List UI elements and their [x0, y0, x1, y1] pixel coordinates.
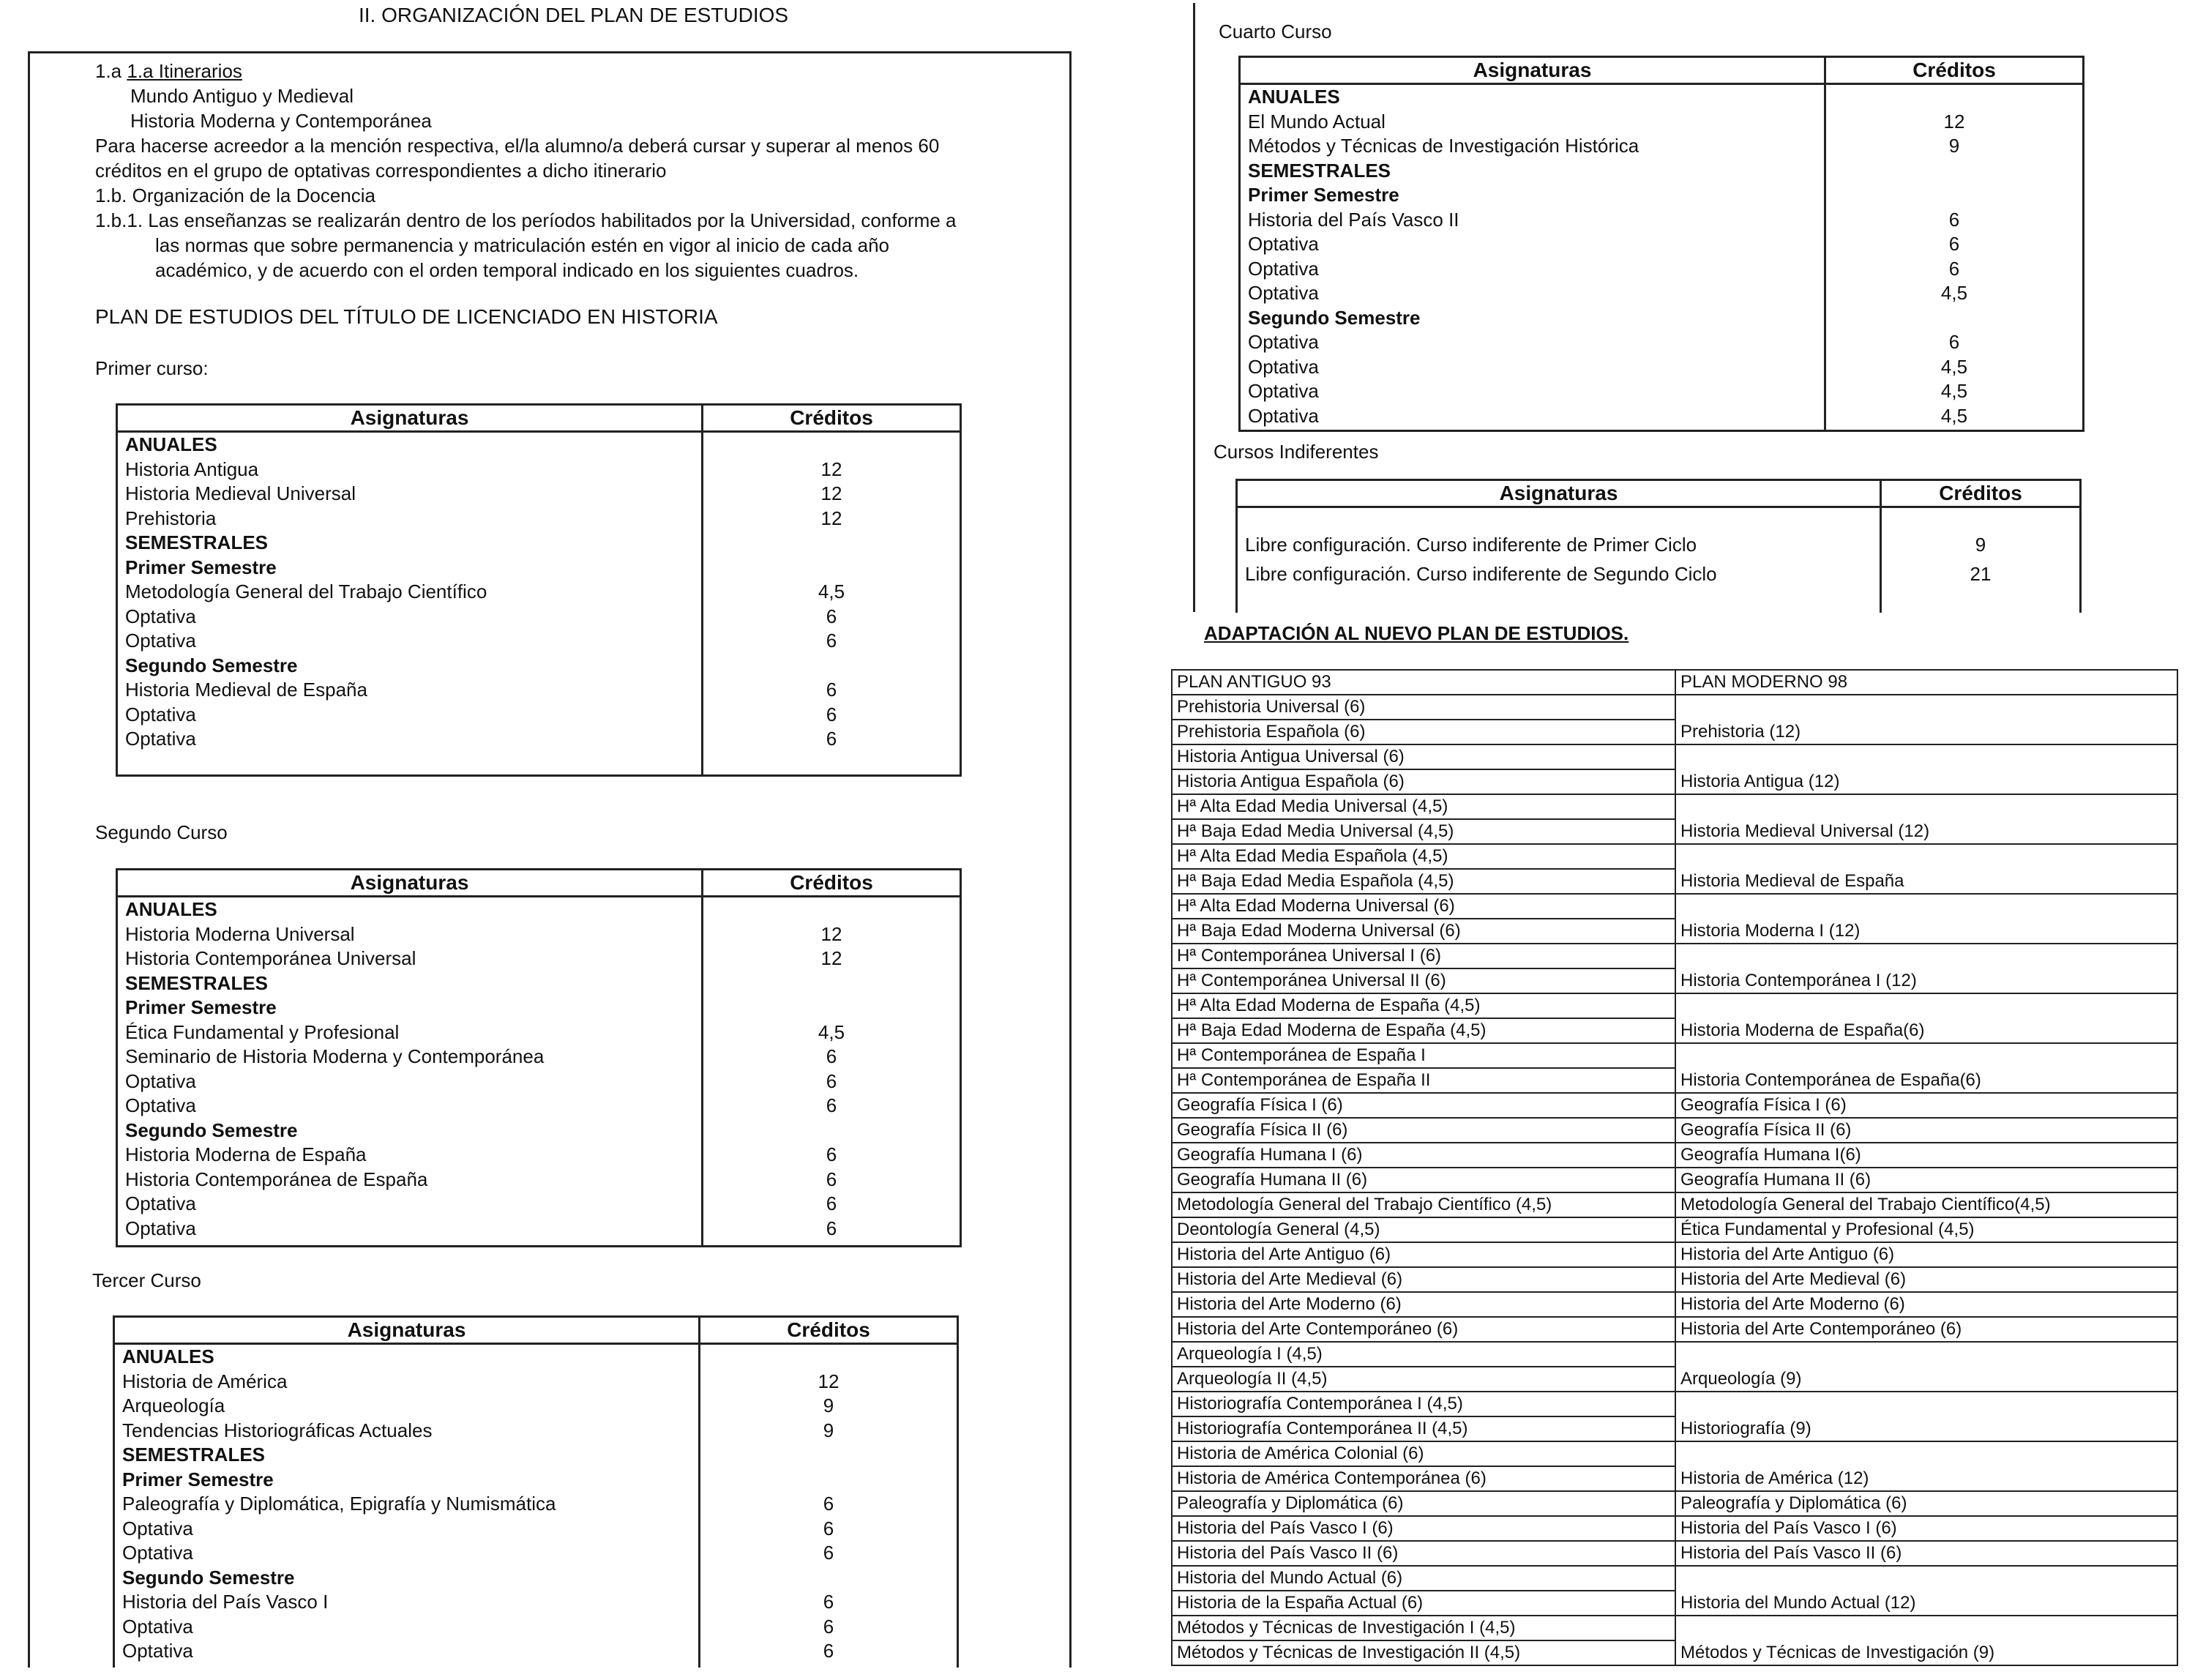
new-subject-cell: Historia Contemporánea de España(6) [1675, 1043, 2177, 1093]
subject-cell: Historia Medieval de España [125, 679, 367, 701]
table-row [1172, 1516, 2177, 1541]
subject-cell: Libre configuración. Curso indiferente de Segundo Ciclo [1245, 563, 1717, 585]
credits-cell: 12 [820, 458, 842, 480]
section-label: ANUALES [125, 898, 217, 920]
credits-cell [700, 1468, 957, 1493]
old-subject-cell: Historia del País Vasco II (6) [1172, 1541, 1675, 1566]
new-subject-cell: Historia Antigua (12) [1675, 744, 2177, 794]
credits-cell: 9 [1948, 135, 1960, 157]
credits-cell: 12 [820, 507, 842, 529]
old-subject-cell: Arqueología II (4,5) [1172, 1367, 1675, 1392]
credits-cell: 12 [820, 922, 842, 945]
subject-cell: Optativa [1248, 233, 1319, 255]
credits-cell: 12 [820, 947, 842, 969]
subject-cell: Optativa [125, 1217, 196, 1239]
new-subject-cell: Arqueología (9) [1675, 1342, 2177, 1392]
subject-cell: Optativa [125, 728, 196, 750]
credits-column [703, 433, 960, 774]
credits-column [1826, 85, 2082, 430]
old-subject-cell: Prehistoria Universal (6) [1172, 695, 1675, 720]
credits-cell: 6 [823, 1591, 834, 1613]
credits-cell: 4,5 [1940, 380, 1968, 402]
credits-cell: 6 [826, 1069, 837, 1092]
credits-cell: 4,5 [1940, 404, 1968, 427]
credits-cell: 4,5 [818, 1020, 845, 1043]
subject-column [115, 1345, 700, 1668]
docencia-p3: académico, y de acuerdo con el orden temporal indicado en los siguientes cuadros. [155, 259, 859, 281]
old-subject-cell: Arqueología I (4,5) [1172, 1342, 1675, 1367]
new-subject-cell: Historia del País Vasco II (6) [1675, 1541, 2177, 1566]
old-subject-cell: Historia del País Vasco I (6) [1172, 1516, 1675, 1541]
credits-cell: 6 [826, 1192, 837, 1214]
old-subject-cell: Historia Antigua Universal (6) [1172, 744, 1675, 769]
credits-cell: 6 [823, 1542, 834, 1564]
subject-cell: Seminario de Historia Moderna y Contemporánea [125, 1045, 545, 1067]
table-row [1172, 844, 2177, 869]
table-row [1172, 1392, 2177, 1416]
new-subject-cell: Historia Medieval de España [1675, 844, 2177, 894]
adaptation-title: ADAPTACIÓN AL NUEVO PLAN DE ESTUDIOS. [1204, 622, 1629, 644]
credits-cell [700, 1566, 957, 1591]
new-subject-cell: Geografía Humana I(6) [1675, 1143, 2177, 1168]
section-label: ANUALES [125, 433, 217, 455]
subject-column [1241, 85, 1826, 430]
table-header [118, 870, 960, 897]
table-header [118, 406, 960, 433]
credits-cell [703, 531, 960, 556]
new-subject-cell: Paleografía y Diplomática (6) [1675, 1491, 2177, 1516]
credits-cell: 6 [823, 1517, 834, 1539]
intro-paragraph-1: Para hacerse acreedor a la mención respectiva, el/la alumno/a deberá cursar y superar al menos 60 [95, 135, 940, 157]
section-label: SEMESTRALES [1248, 159, 1391, 182]
credits-cell: 6 [1948, 208, 1960, 231]
credits-cell: 6 [826, 605, 837, 627]
intro-block [95, 59, 957, 283]
old-subject-cell: Hª Alta Edad Media Española (4,5) [1172, 844, 1675, 869]
old-subject-cell: Hª Contemporánea de España I [1172, 1043, 1675, 1068]
credits-cell: 6 [1948, 233, 1960, 255]
credits-cell: 4,5 [1940, 355, 1968, 378]
old-subject-cell: Hª Baja Edad Moderna Universal (6) [1172, 919, 1675, 944]
subject-column [118, 897, 703, 1245]
old-subject-cell: Geografía Humana II (6) [1172, 1168, 1675, 1192]
subject-header: Asignaturas [118, 870, 703, 895]
new-subject-cell: Historia del Arte Medieval (6) [1675, 1267, 2177, 1292]
credits-cell [703, 433, 960, 458]
table-header [1238, 481, 2079, 508]
credits-cell: 6 [826, 1217, 837, 1239]
subject-cell: Optativa [125, 1069, 196, 1092]
subject-cell: Tendencias Historiográficas Actuales [122, 1419, 433, 1441]
docencia-p1: 1.b.1. Las enseñanzas se realizarán dentro de los períodos habilitados por la Universidad, conforme a [95, 209, 957, 231]
credits-column [1882, 508, 2079, 613]
credits-cell: 21 [1970, 563, 1992, 585]
new-subject-cell: Prehistoria (12) [1675, 695, 2177, 744]
table-row [1172, 744, 2177, 769]
new-subject-cell: Historia de América (12) [1675, 1441, 2177, 1491]
credits-cell [1826, 159, 2082, 184]
subject-cell: Historia Antigua [125, 458, 259, 480]
old-subject-cell: Historia Antigua Española (6) [1172, 769, 1675, 794]
subject-column [1238, 508, 1882, 613]
new-subject-cell: Geografía Física II (6) [1675, 1118, 2177, 1143]
plan-title: PLAN DE ESTUDIOS DEL TÍTULO DE LICENCIADO EN HISTORIA [95, 305, 718, 328]
new-subject-cell: Geografía Física I (6) [1675, 1093, 2177, 1118]
subject-cell: Historia de América [122, 1370, 288, 1392]
credits-cell: 6 [823, 1640, 834, 1662]
table-row [1172, 1441, 2177, 1466]
subject-cell: Historia del País Vasco I [122, 1591, 329, 1613]
subject-cell: Optativa [122, 1517, 193, 1539]
credits-column [703, 897, 960, 1245]
itinerary-1: Mundo Antiguo y Medieval [130, 85, 354, 107]
old-subject-cell: Geografía Física II (6) [1172, 1118, 1675, 1143]
old-plan-header: PLAN ANTIGUO 93 [1172, 670, 1675, 695]
new-subject-cell: Geografía Humana II (6) [1675, 1168, 2177, 1192]
course4-table [1238, 56, 2084, 432]
itinerarios-label: 1.a Itinerarios [127, 60, 242, 82]
section-label: Segundo Semestre [125, 654, 298, 676]
credits-cell: 9 [1975, 534, 1986, 556]
table-row [1172, 1566, 2177, 1591]
subject-cell: Optativa [1248, 257, 1319, 280]
course2-table [116, 868, 962, 1247]
table-row [1172, 1491, 2177, 1516]
subject-cell: Optativa [1248, 380, 1319, 402]
old-subject-cell: Geografía Física I (6) [1172, 1093, 1675, 1118]
new-subject-cell: Historia del Arte Contemporáneo (6) [1675, 1317, 2177, 1342]
old-subject-cell: Historia del Arte Moderno (6) [1172, 1292, 1675, 1317]
subject-cell: Optativa [125, 703, 196, 725]
table-row [1172, 1043, 2177, 1068]
section-label: Primer Semestre [1248, 184, 1399, 206]
credits-cell [1826, 183, 2082, 208]
subject-cell: Historia Contemporánea de España [125, 1168, 428, 1190]
credits-cell: 4,5 [818, 580, 845, 602]
subject-cell: Libre configuración. Curso indiferente de Primer Ciclo [1245, 534, 1697, 556]
credits-cell: 9 [823, 1419, 834, 1441]
adaptation-header-row [1172, 670, 2177, 695]
new-subject-cell: Historiografía (9) [1675, 1392, 2177, 1441]
table-row [1172, 1292, 2177, 1317]
section-label: Primer Semestre [125, 556, 277, 578]
section-title: II. ORGANIZACIÓN DEL PLAN DE ESTUDIOS [359, 4, 789, 26]
credits-column [700, 1345, 957, 1668]
table-row [1172, 1342, 2177, 1367]
credits-cell [703, 971, 960, 996]
subject-cell: Arqueología [122, 1395, 225, 1416]
credits-cell [1826, 85, 2082, 110]
credits-cell [703, 654, 960, 679]
course4-title: Cuarto Curso [1219, 20, 1332, 42]
old-subject-cell: Historia del Arte Antiguo (6) [1172, 1242, 1675, 1267]
subject-cell: El Mundo Actual [1248, 110, 1386, 132]
old-subject-cell: Historia del Mundo Actual (6) [1172, 1566, 1675, 1591]
new-subject-cell: Historia Moderna de España(6) [1675, 993, 2177, 1043]
subject-cell: Optativa [125, 605, 196, 627]
subject-cell: Optativa [122, 1640, 193, 1662]
subject-cell: Optativa [122, 1542, 193, 1564]
subject-cell: Optativa [122, 1615, 193, 1638]
credits-header: Créditos [790, 406, 873, 429]
credits-header: Créditos [1939, 482, 2022, 504]
subject-cell: Historia del País Vasco II [1248, 208, 1459, 231]
section-label: ANUALES [1248, 86, 1340, 108]
credits-header: Créditos [787, 1318, 870, 1341]
table-row [1172, 1616, 2177, 1640]
old-subject-cell: Historia de América Colonial (6) [1172, 1441, 1675, 1466]
credits-cell: 6 [823, 1493, 834, 1515]
section-label: Segundo Semestre [125, 1119, 298, 1141]
credits-cell [1826, 306, 2082, 331]
credits-cell: 6 [823, 1615, 834, 1638]
credits-header: Créditos [1912, 59, 1996, 81]
old-subject-cell: Hª Baja Edad Media Española (4,5) [1172, 869, 1675, 894]
subject-cell: Optativa [1248, 331, 1319, 353]
new-subject-cell: Historia del Arte Antiguo (6) [1675, 1242, 2177, 1267]
table-row [1172, 1317, 2177, 1342]
old-subject-cell: Historiografía Contemporánea I (4,5) [1172, 1392, 1675, 1416]
subject-cell: Optativa [1248, 404, 1319, 427]
section-label: Primer Semestre [125, 996, 277, 1018]
subject-cell: Historia Medieval Universal [125, 482, 356, 504]
old-subject-cell: Hª Contemporánea Universal II (6) [1172, 968, 1675, 993]
subject-cell: Optativa [125, 630, 196, 652]
itinerary-2: Historia Moderna y Contemporánea [130, 110, 432, 132]
course1-title: Primer curso: [95, 357, 209, 379]
old-subject-cell: Prehistoria Española (6) [1172, 720, 1675, 744]
table-row [1172, 944, 2177, 968]
new-subject-cell: Historia del Arte Moderno (6) [1675, 1292, 2177, 1317]
subject-cell: Historia Moderna de España [125, 1143, 367, 1165]
table-row [1172, 794, 2177, 819]
subject-cell: Metodología General del Trabajo Científico [125, 580, 487, 602]
course3-title: Tercer Curso [92, 1269, 201, 1291]
table-row [1172, 1192, 2177, 1217]
subject-cell: Paleografía y Diplomática, Epigrafía y Numismática [122, 1493, 556, 1515]
credits-cell: 6 [826, 1168, 837, 1190]
table-header [1241, 58, 2082, 85]
old-subject-cell: Historia del Arte Medieval (6) [1172, 1267, 1675, 1292]
section-label: SEMESTRALES [125, 531, 269, 553]
credits-cell: 4,5 [1940, 282, 1968, 304]
section-label: Segundo Semestre [122, 1566, 295, 1588]
subject-header: Asignaturas [115, 1318, 700, 1343]
credits-cell: 6 [826, 1094, 837, 1116]
old-subject-cell: Geografía Humana I (6) [1172, 1143, 1675, 1168]
section-label: Segundo Semestre [1248, 306, 1421, 329]
old-subject-cell: Hª Contemporánea Universal I (6) [1172, 944, 1675, 968]
credits-cell [703, 1119, 960, 1143]
new-subject-cell: Historia del País Vasco I (6) [1675, 1516, 2177, 1541]
credits-cell [700, 1443, 957, 1468]
indiferentes-title: Cursos Indiferentes [1214, 441, 1379, 463]
old-subject-cell: Métodos y Técnicas de Investigación II (4,5) [1172, 1640, 1675, 1665]
subject-cell: Ética Fundamental y Profesional [125, 1020, 400, 1043]
new-plan-header: PLAN MODERNO 98 [1675, 670, 2177, 695]
section-label: SEMESTRALES [125, 971, 269, 994]
credits-cell: 12 [1943, 110, 1965, 132]
old-subject-cell: Hª Alta Edad Moderna de España (4,5) [1172, 993, 1675, 1018]
section-label: Primer Semestre [122, 1468, 274, 1490]
credits-cell: 6 [826, 703, 837, 725]
table-row [1172, 993, 2177, 1018]
old-subject-cell: Historia del Arte Contemporáneo (6) [1172, 1317, 1675, 1342]
old-subject-cell: Hª Alta Edad Media Universal (4,5) [1172, 794, 1675, 819]
new-subject-cell: Métodos y Técnicas de Investigación (9) [1675, 1616, 2177, 1665]
section-label: ANUALES [122, 1345, 214, 1367]
credits-cell: 12 [820, 482, 842, 504]
table-row [1172, 894, 2177, 919]
new-subject-cell: Metodología General del Trabajo Científico(4,5) [1675, 1192, 2177, 1217]
section-label: SEMESTRALES [122, 1444, 266, 1466]
subject-header: Asignaturas [118, 406, 703, 430]
table-row [1172, 1242, 2177, 1267]
adaptation-table [1171, 669, 2178, 1666]
table-row [1172, 1118, 2177, 1143]
course2-title: Segundo Curso [95, 821, 228, 843]
credits-cell: 9 [823, 1395, 834, 1416]
subject-cell: Optativa [125, 1192, 196, 1214]
subject-cell: Métodos y Técnicas de Investigación Histórica [1248, 135, 1639, 157]
table-header [115, 1318, 957, 1345]
new-subject-cell: Historia Moderna I (12) [1675, 894, 2177, 944]
credits-cell [703, 897, 960, 922]
credits-cell [700, 1345, 957, 1370]
indiferentes-table [1235, 479, 2082, 613]
table-row [1172, 1541, 2177, 1566]
subject-cell: Prehistoria [125, 507, 217, 529]
new-subject-cell: Historia Contemporánea I (12) [1675, 944, 2177, 993]
table-row [1172, 695, 2177, 720]
old-subject-cell: Hª Contemporánea de España II [1172, 1068, 1675, 1093]
credits-header: Créditos [790, 871, 873, 894]
credits-cell: 6 [826, 1143, 837, 1165]
course3-table [113, 1315, 959, 1668]
credits-cell: 6 [826, 679, 837, 701]
old-subject-cell: Historia de la España Actual (6) [1172, 1591, 1675, 1616]
credits-cell: 6 [1948, 331, 1960, 353]
credits-cell: 6 [826, 1045, 837, 1067]
old-subject-cell: Historiografía Contemporánea II (4,5) [1172, 1416, 1675, 1441]
subject-column [118, 433, 703, 774]
old-subject-cell: Historia de América Contemporánea (6) [1172, 1466, 1675, 1491]
credits-cell: 6 [826, 630, 837, 652]
subject-cell: Optativa [125, 1094, 196, 1116]
credits-cell: 12 [818, 1370, 840, 1392]
old-subject-cell: Paleografía y Diplomática (6) [1172, 1491, 1675, 1516]
credits-cell: 6 [1948, 257, 1960, 280]
subject-cell: Historia Contemporánea Universal [125, 947, 416, 969]
docencia-heading: 1.b. Organización de la Docencia [95, 184, 376, 206]
subject-cell: Historia Moderna Universal [125, 922, 355, 945]
old-subject-cell: Hª Alta Edad Moderna Universal (6) [1172, 894, 1675, 919]
table-row [1172, 1093, 2177, 1118]
docencia-p2: las normas que sobre permanencia y matriculación estén en vigor al inicio de cada año [155, 234, 890, 256]
course1-table [116, 403, 962, 777]
new-subject-cell: Historia Medieval Universal (12) [1675, 794, 2177, 844]
old-subject-cell: Hª Baja Edad Media Universal (4,5) [1172, 819, 1675, 844]
credits-cell: 6 [826, 728, 837, 750]
subject-cell: Optativa [1248, 355, 1319, 378]
subject-header: Asignaturas [1241, 58, 1826, 83]
old-subject-cell: Métodos y Técnicas de Investigación I (4,5) [1172, 1616, 1675, 1640]
itinerarios-heading: 1.a 1.a Itinerarios [95, 60, 242, 82]
old-subject-cell: Metodología General del Trabajo Científico (4,5) [1172, 1192, 1675, 1217]
old-subject-cell: Hª Baja Edad Moderna de España (4,5) [1172, 1018, 1675, 1043]
table-row [1172, 1267, 2177, 1292]
subject-cell: Optativa [1248, 282, 1319, 304]
credits-cell [703, 996, 960, 1020]
new-subject-cell: Ética Fundamental y Profesional (4,5) [1675, 1217, 2177, 1242]
table-row [1172, 1217, 2177, 1242]
new-subject-cell: Historia del Mundo Actual (12) [1675, 1566, 2177, 1616]
table-row [1172, 1143, 2177, 1168]
credits-cell [703, 556, 960, 580]
table-row [1172, 1168, 2177, 1192]
subject-header: Asignaturas [1238, 481, 1882, 506]
intro-paragraph-2: créditos en el grupo de optativas correspondientes a dicho itinerario [95, 160, 667, 182]
old-subject-cell: Deontología General (4,5) [1172, 1217, 1675, 1242]
